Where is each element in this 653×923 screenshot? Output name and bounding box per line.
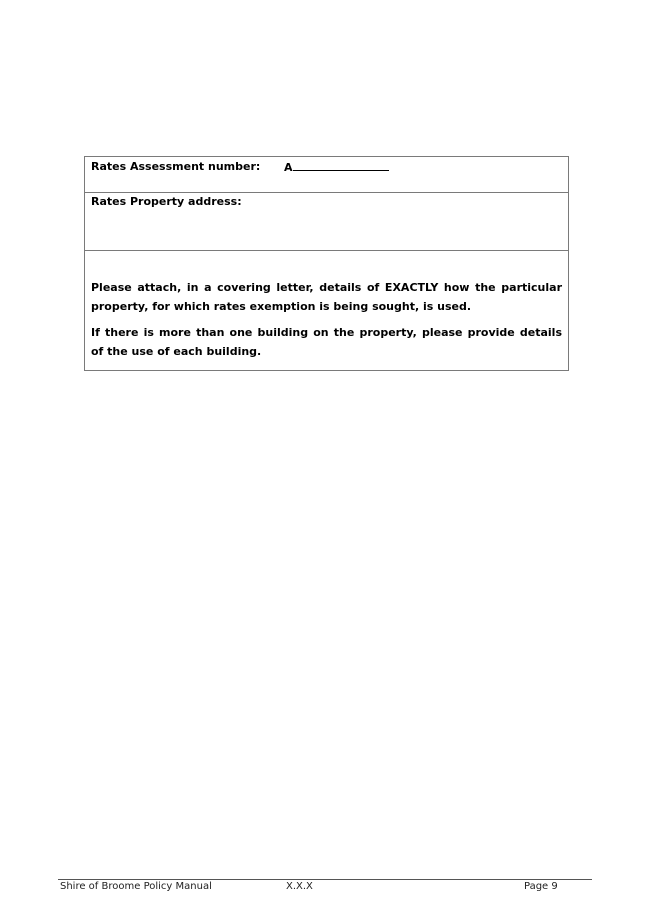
footer-section: X.X.X xyxy=(286,881,313,892)
footer-title: Shire of Broome Policy Manual xyxy=(60,881,212,892)
assessment-number-blank[interactable] xyxy=(293,160,389,171)
instructions xyxy=(91,278,562,368)
property-address-label: Rates Property address: xyxy=(91,195,242,208)
assessment-row xyxy=(85,157,568,193)
address-row xyxy=(85,192,568,251)
footer-divider xyxy=(58,879,592,880)
rates-form-box xyxy=(84,156,569,371)
assessment-number-field[interactable] xyxy=(284,160,389,174)
footer-page-number: Page 9 xyxy=(524,881,558,892)
assessment-number-label: Rates Assessment number: xyxy=(91,160,261,173)
assessment-prefix: A xyxy=(284,161,293,174)
instruction-multiple-buildings: If there is more than one building on the property, please provide details of the use of each building. xyxy=(91,326,562,358)
instruction-attach-letter: Please attach, in a covering letter, details of EXACTLY how the particular property, for which rates exemption is being sought, is used. xyxy=(91,281,562,313)
